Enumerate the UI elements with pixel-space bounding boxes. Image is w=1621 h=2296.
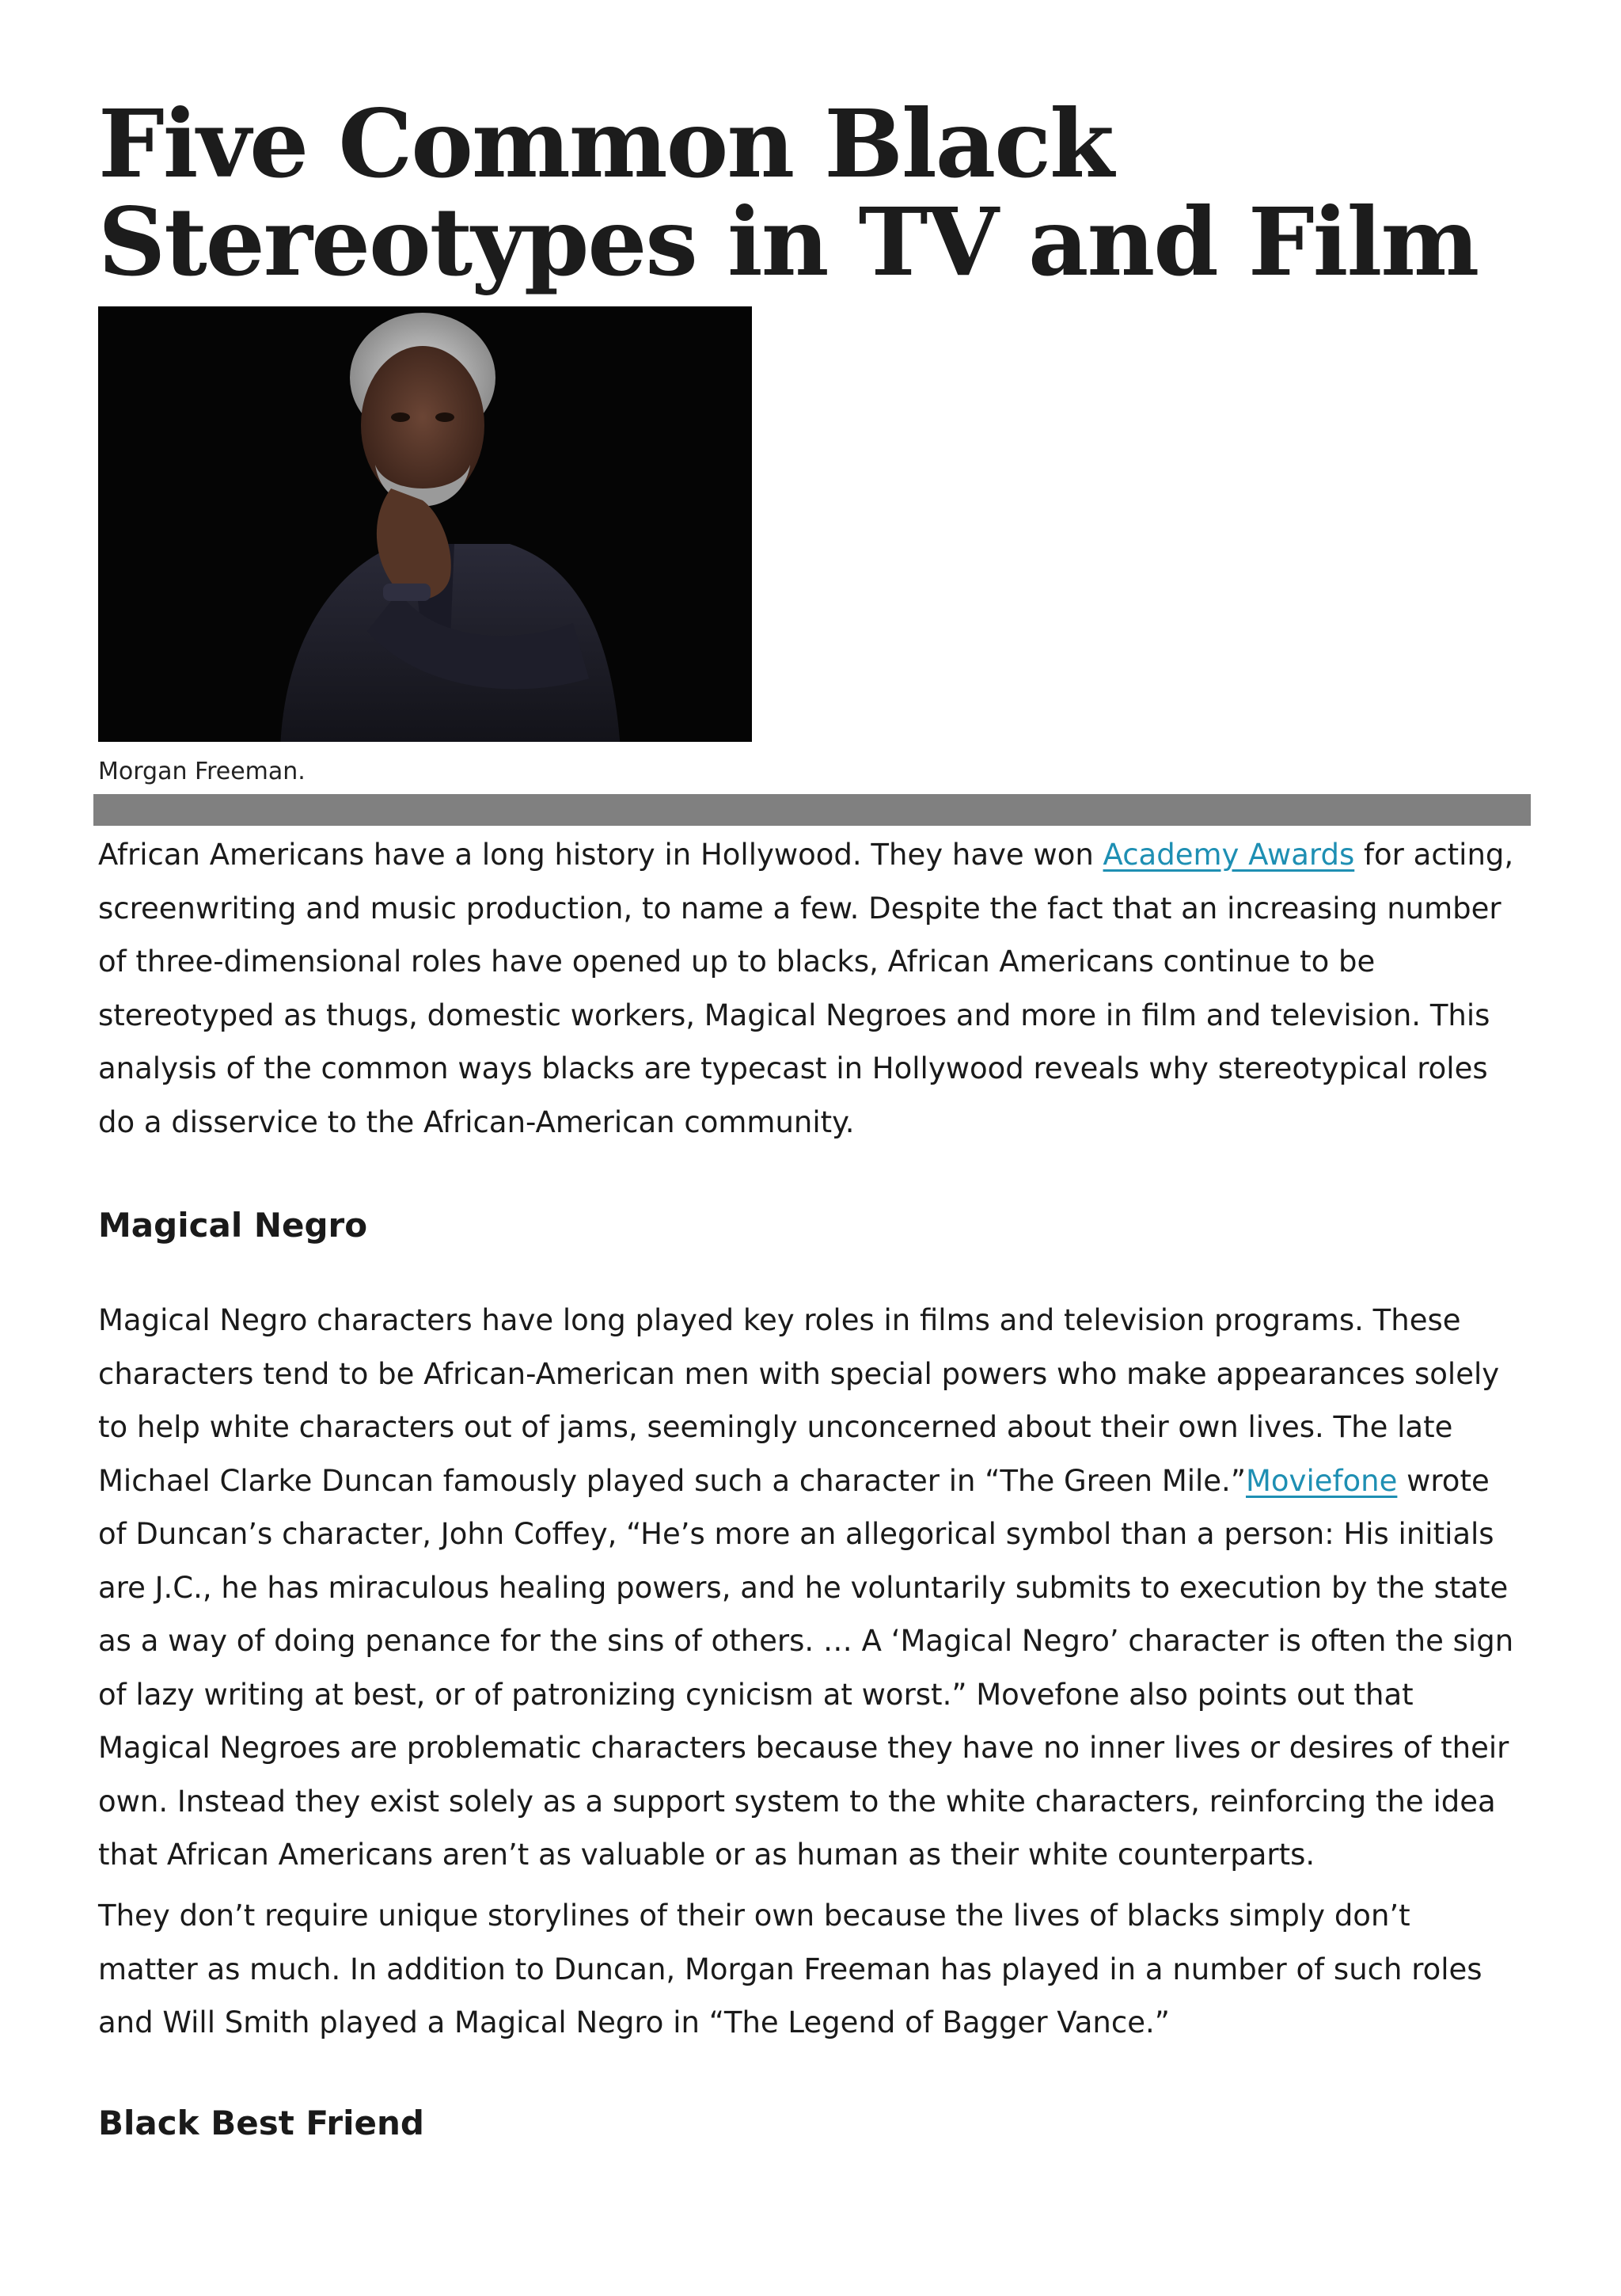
magical-negro-paragraph	[98, 1294, 1515, 1882]
intro-paragraph	[98, 828, 1515, 1149]
section-divider	[93, 794, 1531, 826]
intro-text-end: for acting, screenwriting and music production, to name a few. Despite the fact that an increasing number of three-dimensional roles have opened up to blacks, African Americans continue to be stereotyped as thugs, domestic workers, Magical Negroes and more in film and television. This analysis of the common ways blacks are typecast in Hollywood reveals why stereotypical roles do a disservice to the African-American community.	[98, 838, 1514, 1139]
intro-text-start: African Americans have a long history in Hollywood. They have won	[98, 838, 1103, 872]
section-heading-black-best-friend: Black Best Friend	[98, 2104, 424, 2142]
article-photo	[98, 306, 752, 742]
moviefone-link[interactable]: Moviefone	[1246, 1463, 1398, 1498]
magical-negro-text-start: Magical Negro characters have long played key roles in films and television programs. These characters tend to be African-American men with special powers who make appearances solely to help white characters out of jams, seemingly unconcerned about their own lives. The late Michael Clarke Duncan famously played such a character in “The Green Mile.”	[98, 1303, 1500, 1498]
magical-negro-paragraph-2: They don’t require unique storylines of their own because the lives of blacks simply don’t matter as much. In addition to Duncan, Morgan Freeman has played in a number of such roles and Will Smith played a Magical Negro in “The Legend of Bagger Vance.”	[98, 1899, 1482, 2039]
portrait-image	[98, 306, 752, 742]
image-caption: Morgan Freeman.	[98, 758, 306, 785]
magical-negro-text-end: wrote of Duncan’s character, John Coffey, “He’s more an allegorical symbol than a person: His initials are J.C., he has miraculous healing powers, and he voluntarily submits to execution by the state as a way of doing penance for the sins of others. … A ‘Magical Negro’ character is often the sign of lazy writing at best, or of patronizing cynicism at worst.” Movefone also points out that Magical Negroes are problematic characters because they have no inner lives or desires of their own. Instead they exist solely as a support system to the white characters, reinforcing the idea that African Americans aren’t as valuable or as human as their white counterparts.	[98, 1463, 1514, 1872]
article-title: Five Common Black Stereotypes in TV and Film	[98, 89, 1479, 297]
section-heading-magical-negro: Magical Negro	[98, 1206, 368, 1245]
academy-awards-link[interactable]: Academy Awards	[1103, 838, 1355, 872]
